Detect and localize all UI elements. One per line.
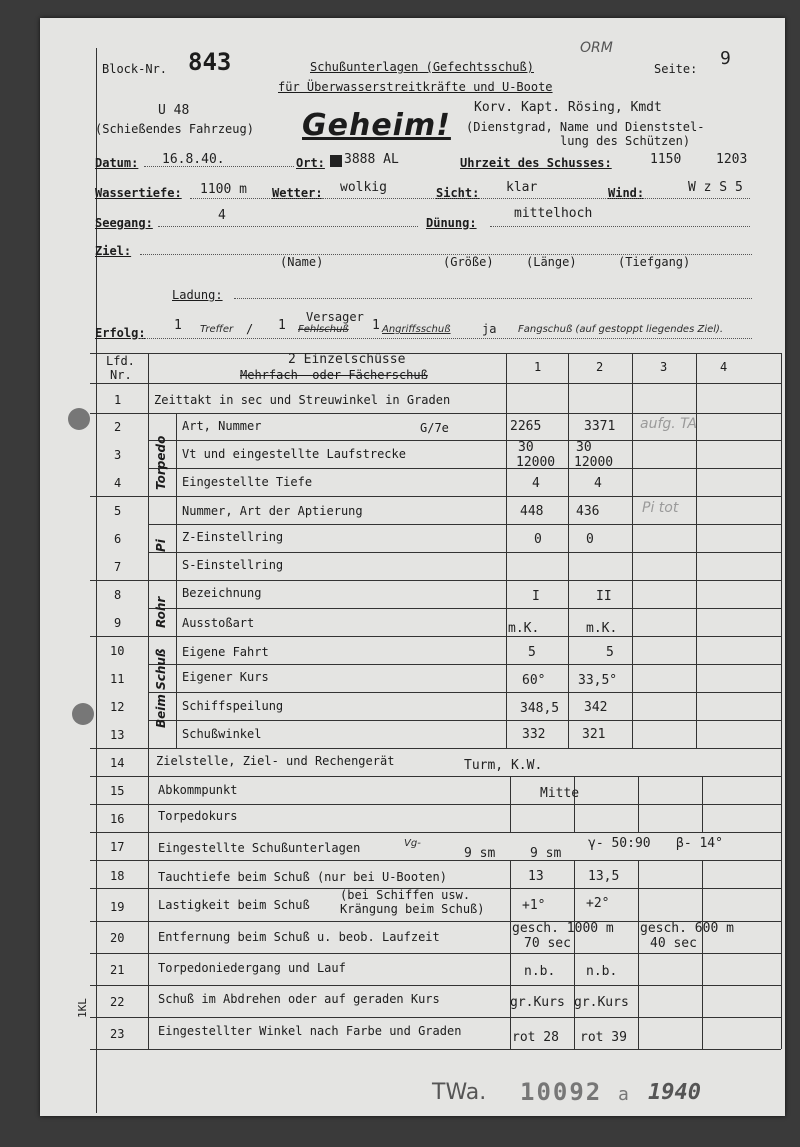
grid-square-icon (330, 155, 342, 167)
ort-label: Ort: (296, 156, 325, 170)
row-no: 5 (114, 504, 122, 518)
row-no: 11 (110, 672, 125, 686)
sicht-label: Sicht: (436, 186, 480, 200)
row-no: 21 (110, 963, 125, 977)
cell-value: gesch. 600 m (640, 921, 734, 936)
cell-value: 40 sec (650, 936, 697, 951)
page-number: 9 (720, 48, 731, 69)
cell-value: 4 (594, 476, 602, 491)
archive-year: 1940 (648, 1080, 701, 1105)
row-no: 13 (110, 728, 125, 742)
commander-label-1: (Dienstgrad, Name und Dienststel- (466, 120, 705, 134)
row-label: Z-Einstellring (182, 530, 284, 544)
group-beim-schuss: Beim Schuß (154, 648, 168, 728)
archive-prefix: TWa. (432, 1080, 487, 1105)
erfolg-fangschuss: Fangschuß (auf gestoppt liegendes Ziel). (518, 324, 724, 335)
col-lfd-1: Lfd. (106, 354, 135, 368)
row-no: 7 (114, 560, 122, 574)
erfolg-fehlschuss: Fehlschuß (298, 324, 349, 335)
erfolg-count-3: 1 (372, 318, 380, 333)
zielstelle-value: Turm, K.W. (464, 758, 543, 773)
cell-value: I (532, 589, 540, 604)
row-label: Torpedoniedergang und Lauf (158, 961, 346, 975)
row-no: 19 (110, 900, 125, 914)
row-label: Tauchtiefe beim Schuß (nur bei U-Booten) (158, 870, 447, 884)
row-label: Ausstoßart (182, 616, 255, 630)
row-label: Eingestellte Schußunterlagen (158, 841, 361, 855)
beta-value: β- 14° (676, 836, 723, 851)
cell-value: gr.Kurs (510, 995, 565, 1010)
cell-value: 448 (520, 504, 544, 519)
uhrzeit-value-1: 1150 (650, 152, 682, 167)
row-no: 6 (114, 532, 122, 546)
erfolg-count-2: 1 (278, 318, 286, 333)
ziel-groesse-label: (Größe) (443, 255, 494, 269)
cell-value: 4 (532, 476, 540, 491)
row-no: 20 (110, 931, 125, 945)
cell-value: 3371 (584, 419, 616, 434)
row-no: 10 (110, 644, 125, 658)
col-header-1: 1 (534, 360, 542, 374)
cell-value: 0 (534, 532, 542, 547)
stamp-mark: ORM (580, 40, 613, 56)
cell-value: 9 sm (464, 846, 496, 861)
row-no: 2 (114, 420, 122, 434)
col-header-3: 3 (660, 360, 668, 374)
cell-value: 321 (582, 727, 606, 742)
boat-value: U 48 (158, 103, 190, 118)
cell-value: 5 (606, 645, 614, 660)
cell-value: m.K. (586, 621, 618, 636)
cell-value: 13,5 (588, 869, 620, 884)
ziel-tiefgang-label: (Tiefgang) (618, 255, 691, 269)
row-no: 22 (110, 995, 125, 1009)
block-label: Block-Nr. (102, 62, 168, 76)
group-torpedo: Torpedo (154, 435, 168, 490)
row-label: Vt und eingestellte Laufstrecke (182, 447, 406, 461)
form-subtitle: für Überwasserstreitkräfte und U-Boote (278, 80, 553, 94)
ladung-label: Ladung: (172, 288, 223, 302)
archive-suffix: a (618, 1084, 629, 1105)
cell-value: 12000 (574, 455, 614, 470)
row-label: Eigener Kurs (182, 670, 269, 684)
cell-value: +1° (522, 898, 546, 913)
cell-value: m.K. (508, 621, 540, 636)
row-label: Schußwinkel (182, 727, 262, 741)
col-type-printed: Mehrfach- oder Fächerschuß (240, 368, 428, 382)
torpedo-type: G/7e (420, 421, 449, 435)
block-number: 843 (188, 48, 232, 76)
cell-value: 2265 (510, 419, 542, 434)
cell-value: +2° (586, 896, 610, 911)
row-no: 23 (110, 1027, 125, 1041)
duenung-label: Dünung: (426, 216, 477, 230)
col-header-2: 2 (596, 360, 604, 374)
cell-value: 12000 (516, 455, 556, 470)
datum-label: Datum: (95, 156, 139, 170)
cell-value: gesch. 1000 m (512, 921, 614, 936)
uhrzeit-label: Uhrzeit des Schusses: (460, 156, 612, 170)
erfolg-treffer: Treffer (200, 324, 234, 335)
cell-value: 33,5° (578, 673, 618, 688)
ziel-laenge-label: (Länge) (526, 255, 577, 269)
row-no: 14 (110, 756, 125, 770)
row-label: Zielstelle, Ziel- und Rechengerät (156, 754, 395, 768)
row-no: 17 (110, 840, 125, 854)
pencil-note: Pi tot (642, 500, 679, 516)
col-lfd-2: Nr. (110, 368, 132, 382)
row-label: Bezeichnung (182, 586, 262, 600)
cell-value: 60° (522, 673, 546, 688)
wassertiefe-label: Wassertiefe: (95, 186, 182, 200)
cell-value: 5 (528, 645, 536, 660)
cell-value: rot 39 (580, 1030, 627, 1045)
row-label: Nummer, Art der Aptierung (182, 504, 363, 518)
seegang-value: 4 (218, 208, 226, 223)
row-label: Entfernung beim Schuß u. beob. Laufzeit (158, 930, 440, 944)
archive-number: 10092 (520, 1078, 603, 1106)
ziel-label: Ziel: (95, 244, 132, 258)
form-title: Schußunterlagen (Gefechtsschuß) (310, 60, 534, 74)
row-no: 12 (110, 700, 125, 714)
row-no: 8 (114, 588, 122, 602)
col-type-handwritten: 2 Einzelschüsse (288, 352, 406, 367)
commander-label-2: lung des Schützen) (560, 134, 691, 148)
row-label: Schiffspeilung (182, 699, 284, 713)
boat-label: (Schießendes Fahrzeug) (95, 122, 254, 136)
commander-value: Korv. Kapt. Rösing, Kmdt (474, 100, 662, 115)
group-rohr: Rohr (154, 596, 168, 628)
row-label: Zeittakt in sec und Streuwinkel in Graden (154, 393, 451, 407)
row-no: 15 (110, 784, 125, 798)
abkommpunkt-value: Mitte (540, 786, 580, 801)
cell-value: II (596, 589, 612, 604)
row-label-sub: (bei Schiffen usw. (340, 888, 471, 902)
erfolg-ja: ja (482, 322, 497, 336)
cell-value: 9 sm (530, 846, 562, 861)
cell-value: 342 (584, 700, 608, 715)
erfolg-versager: Versager (306, 310, 364, 324)
row-label: S-Einstellring (182, 558, 284, 572)
side-mark: 1KL (76, 998, 89, 1018)
form-sheet: Block-Nr. 843 Schußunterlagen (Gefechtsschuß) ORM Seite: 9 für Überwasserstreitkräfte und U-Boote U 48 (Schießendes Fahrzeug) Geheim! Korv. Kapt. Rösing, Kmdt (Dienstgrad, Name und Dienststel- lung des Schützen) Datum: 16.8.40. Ort: 3888 AL Uhrzeit des Schusses: 1150 1203 Wassertiefe: 1100 m Wetter: wolkig Sicht: klar Wind: W z S 5 Seegang: 4 Dünung: mittelhoch Ziel: (Name) (Größe) (Länge) (Tiefgang) Ladung: Erfolg: 1 Treffer / 1 Versager Fehlschuß 1 Angriffsschuß ja Fangschuß (auf gestoppt liegendes Ziel). Lfd. Nr. 2 Einzelschüsse Mehrfach- oder Fächerschuß 1 2 3 4 Torpedo Pi Rohr Beim Schuß 1 2 3 4 5 6 7 8 9 10 11 12 13 14 15 16 17 18 19 20 21 22 23 Zeittakt in sec und Streuwinkel in Graden Art, Nummer G/7e Vt und eingestellte Laufstrecke Eingestellte Tiefe Nummer, Art der Aptierung Z-Einstellring S-Einstellring Bezeichnung Ausstoßart Eigene Fahrt Eigener Kurs Schiffspeilung Schußwinkel Zielstelle, Ziel- und Rechengerät Abkommpunkt Torpedokurs Eingestellte Schußunterlagen Tauchtiefe beim Schuß (nur bei U-Booten) Lastigkeit beim Schuß (bei Schiffen usw. Krängung beim Schuß) Entfernung beim Schuß u. beob. Laufzeit Torpedoniedergang und Lauf Schuß im Abdrehen oder auf geraden Kurs Eingestellter Winkel nach Farbe und Graden 2265 30 12000 4 448 0 I m.K. 5 60° 348,5 332 3371 30 12000 4 436 0 II m.K. 5 33,5° 342 321 aufg. TA Pi tot Turm, K.W. Mitte Vg- 9 sm 9 sm γ- 50:90 β- 14° 13 13,5 +1° +2° gesch. 1000 m 70 sec gesch. 600 m 40 sec n.b. n.b. gr.Kurs gr.Kurs rot 28 rot 39 1KL TWa. 10092 a 1940 (40, 18, 785, 1116)
wetter-value: wolkig (340, 180, 387, 195)
vg-label: Vg- (404, 838, 421, 849)
row-label: Eingestellter Winkel nach Farbe und Graden (158, 1024, 462, 1038)
sicht-value: klar (506, 180, 538, 195)
cell-value: 348,5 (520, 701, 560, 716)
secret-stamp: Geheim! (302, 108, 451, 143)
row-no: 16 (110, 812, 125, 826)
ort-value: 3888 AL (344, 152, 399, 167)
row-label-sub: Krängung beim Schuß) (340, 902, 485, 916)
erfolg-angriff: Angriffsschuß (382, 324, 451, 335)
row-no: 18 (110, 869, 125, 883)
ziel-name-label: (Name) (280, 255, 324, 269)
row-label: Abkommpunkt (158, 783, 238, 797)
row-no: 3 (114, 448, 122, 462)
datum-value: 16.8.40. (162, 152, 225, 167)
cell-value: 30 (576, 440, 592, 455)
cell-value: 0 (586, 532, 594, 547)
row-no: 9 (114, 616, 122, 630)
punch-hole-top (68, 408, 90, 430)
cell-value: n.b. (524, 964, 556, 979)
punch-hole-bottom (72, 703, 94, 725)
row-label: Schuß im Abdrehen oder auf geraden Kurs (158, 992, 440, 1006)
erfolg-label: Erfolg: (95, 326, 146, 340)
cell-value: rot 28 (512, 1030, 559, 1045)
wind-value: W z S 5 (688, 180, 743, 195)
wetter-label: Wetter: (272, 186, 323, 200)
row-no: 4 (114, 476, 122, 490)
seegang-label: Seegang: (95, 216, 153, 230)
pencil-note: aufg. TA (640, 416, 698, 432)
duenung-value: mittelhoch (514, 206, 593, 221)
group-pi: Pi (154, 539, 168, 552)
row-label: Torpedokurs (158, 809, 238, 823)
cell-value: 70 sec (524, 936, 571, 951)
wassertiefe-value: 1100 m (200, 182, 247, 197)
row-label: Lastigkeit beim Schuß (158, 898, 310, 912)
erfolg-count-1: 1 (174, 318, 182, 333)
page-label: Seite: (654, 62, 698, 76)
cell-value: 436 (576, 504, 600, 519)
uhrzeit-value-2: 1203 (716, 152, 748, 167)
row-label: Eingestellte Tiefe (182, 475, 313, 489)
row-label: Art, Nummer (182, 419, 262, 433)
gamma-value: γ- 50:90 (588, 836, 651, 851)
wind-label: Wind: (608, 186, 645, 200)
cell-value: 13 (528, 869, 544, 884)
cell-value: n.b. (586, 964, 618, 979)
row-no: 1 (114, 393, 122, 407)
row-label: Eigene Fahrt (182, 645, 269, 659)
col-header-4: 4 (720, 360, 728, 374)
cell-value: 332 (522, 727, 546, 742)
cell-value: gr.Kurs (574, 995, 629, 1010)
cell-value: 30 (518, 440, 534, 455)
